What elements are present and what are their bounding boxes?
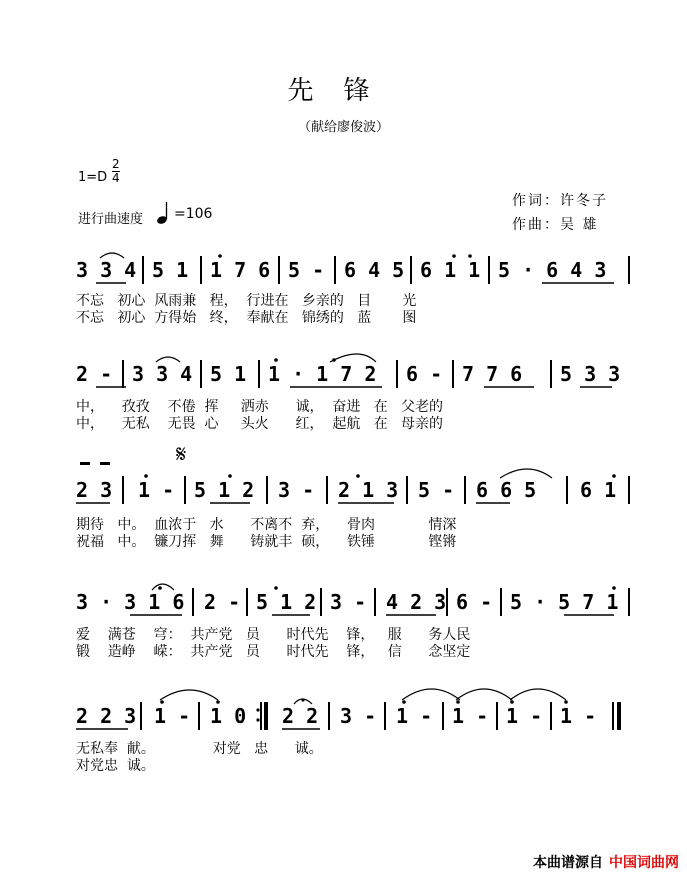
lyric-line-1: 无私奉 献。 对党 忠 诚。 [76, 741, 323, 757]
tempo-value: =106 [174, 206, 213, 222]
barline [266, 476, 268, 504]
lyric-line-2: 不忘 初心 方得始 终， 奉献在 锦绣的 蓝 图 [76, 310, 417, 326]
barline [488, 256, 490, 284]
measure: 2 1 3 [338, 478, 399, 502]
lyric-line-2: 中， 无私 无畏 心 头火 红， 起航 在 母亲的 [76, 416, 444, 432]
final-bar-thin [612, 702, 614, 730]
repeat-end-thin [260, 702, 262, 730]
measure: 1 - [138, 478, 175, 502]
page-title: 先锋 [287, 76, 400, 106]
measure: 5 - [418, 478, 455, 502]
measure: 1 · 1 7 2 [268, 362, 377, 386]
lyric-line-1: 期待 中。 血浓于 水 不离不 弃， 骨肉 情深 [76, 517, 457, 533]
barline [192, 588, 194, 616]
measure: 3 3 4 [76, 258, 137, 282]
barline [258, 360, 260, 388]
measure: 3 · 3 1 6 [76, 590, 185, 614]
time-sig-top: 2 [112, 157, 120, 171]
measure: 3 3 4 [132, 362, 193, 386]
tie [456, 689, 512, 700]
subtitle: （献给廖俊波） [297, 120, 389, 135]
barline [628, 256, 630, 284]
measure: 5 1 [152, 258, 189, 282]
footer [533, 852, 679, 872]
barline [374, 588, 376, 616]
measure: 5 1 2 [256, 590, 317, 614]
tie [330, 354, 376, 362]
lyric-line-2: 锻 造峥 嵘： 共产党 员 时代先 锋， 信 念坚定 [76, 644, 471, 660]
barline [500, 588, 502, 616]
barline [496, 702, 498, 730]
barline [550, 702, 552, 730]
measure: 3 - [278, 478, 315, 502]
barline [278, 256, 280, 284]
lyric-line-1: 爱 满苍 穹： 共产党 员 时代先 锋， 服 务人民 [76, 627, 471, 643]
measure: 1 - [396, 704, 433, 728]
dash [80, 462, 90, 465]
measure: 5 1 2 [194, 478, 255, 502]
measure: 5 1 [210, 362, 247, 386]
lyric-line-2: 对党忠 诚。 [76, 758, 155, 774]
dash [100, 462, 110, 465]
measure: 2 2 3 [76, 704, 137, 728]
measure: 1 - [452, 704, 489, 728]
key-signature: 1=D [78, 170, 108, 185]
barline [396, 360, 398, 388]
time-signature [112, 158, 120, 185]
barline [198, 702, 200, 730]
barline [140, 702, 142, 730]
measure: 2 - [76, 362, 113, 386]
measure: 5 - [288, 258, 325, 282]
measure: 1 - [560, 704, 597, 728]
barline [550, 360, 552, 388]
measure: 1 0 [210, 704, 247, 728]
tempo-label: 进行曲速度 [78, 212, 144, 227]
barline [442, 702, 444, 730]
measure: 7 7 6 [462, 362, 523, 386]
measure: 6 6 5 [476, 478, 537, 502]
tie [500, 469, 552, 478]
barline [566, 476, 568, 504]
measure: 5 · 5 7 1 [510, 590, 619, 614]
barline [200, 256, 202, 284]
measure: 5 · 6 4 3 [498, 258, 607, 282]
barline [446, 588, 448, 616]
barline [384, 702, 386, 730]
barline [628, 588, 630, 616]
measure: 1 - [506, 704, 543, 728]
measure: 2 - [204, 590, 241, 614]
tie [160, 690, 218, 700]
measure: 4 2 3 [386, 590, 447, 614]
barline [142, 256, 144, 284]
measure: 2 3 [76, 478, 113, 502]
barline [122, 476, 124, 504]
barline [328, 702, 330, 730]
segno-icon: 𝄋 [176, 440, 187, 468]
barline [246, 588, 248, 616]
barline [452, 360, 454, 388]
fermata-dot [301, 698, 304, 701]
measure: 6 1 [580, 478, 617, 502]
footer-source: 本曲谱源自 [533, 855, 603, 871]
measure: 1 7 6 [210, 258, 271, 282]
lyric-line-1: 不忘 初心 风雨兼 程， 行进在 乡亲的 目 光 [76, 293, 417, 309]
time-sig-bottom: 4 [112, 171, 120, 185]
lyricist: 作词：许冬子 [512, 193, 608, 209]
measure: 6 1 1 [420, 258, 481, 282]
footer-brand-link[interactable]: 中国词曲网 [609, 855, 679, 871]
barline [628, 476, 630, 504]
barline [406, 476, 408, 504]
measure: 3 - [340, 704, 377, 728]
tie [402, 689, 460, 700]
measure: 6 4 5 [344, 258, 405, 282]
lyric-line-1: 中， 孜孜 不倦 挥 洒赤 诚， 奋进 在 父老的 [76, 399, 444, 415]
barline [326, 476, 328, 504]
measure: 5 3 3 [560, 362, 621, 386]
final-bar-thick [617, 702, 621, 730]
measure: 2 2 [282, 704, 319, 728]
barline [184, 476, 186, 504]
barline [122, 360, 124, 388]
measure: 3 - [330, 590, 367, 614]
measure: 6 - [456, 590, 493, 614]
barline [464, 476, 466, 504]
measure: 1 - [154, 704, 191, 728]
barline [334, 256, 336, 284]
barline [200, 360, 202, 388]
barline [320, 588, 322, 616]
tie [510, 689, 566, 700]
measure: 6 - [406, 362, 443, 386]
lyric-line-2: 祝福 中。 镰刀挥 舞 铸就丰 硕， 铁锤 铿锵 [76, 534, 457, 550]
composer: 作曲：吴 雄 [512, 217, 599, 233]
repeat-end-thick [264, 702, 268, 730]
barline [410, 256, 412, 284]
